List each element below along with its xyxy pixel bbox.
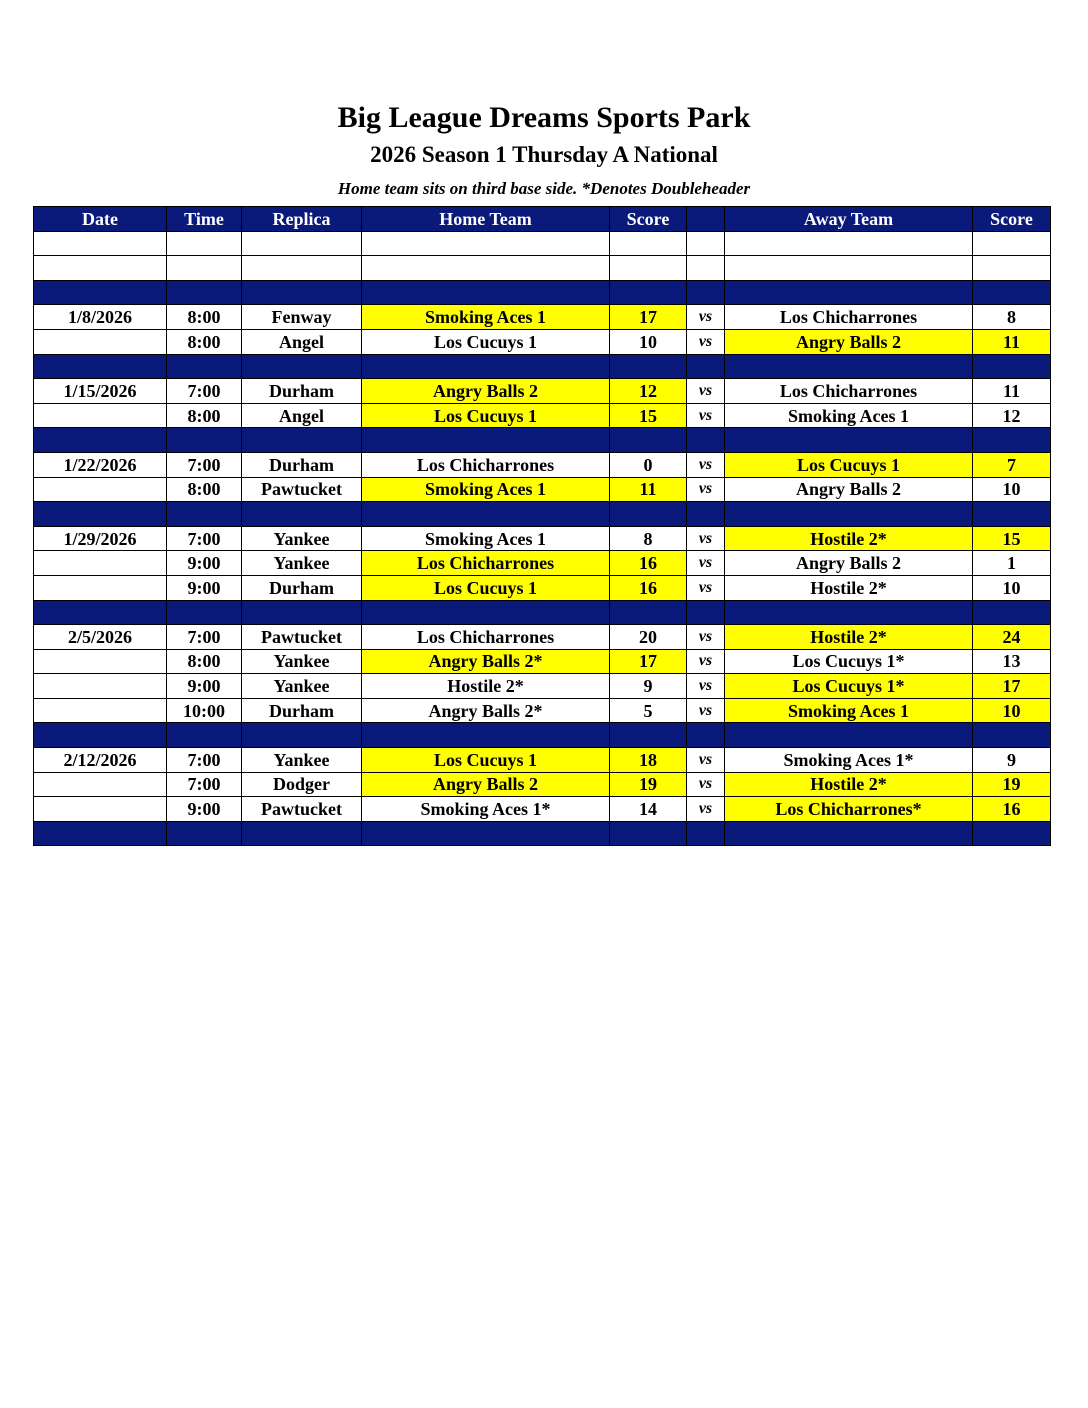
empty-cell bbox=[610, 280, 687, 305]
table-row bbox=[34, 403, 1051, 428]
table-row bbox=[34, 477, 1051, 502]
empty-cell bbox=[725, 600, 973, 625]
empty-cell bbox=[687, 600, 725, 625]
table-row bbox=[34, 379, 1051, 404]
col-vs-header bbox=[687, 207, 725, 232]
empty-cell bbox=[167, 354, 242, 379]
away-score-cell: 15 bbox=[973, 526, 1051, 551]
away-score-cell: 10 bbox=[973, 575, 1051, 600]
away-score-cell: 17 bbox=[973, 674, 1051, 699]
game-time-cell: 10:00 bbox=[167, 698, 242, 723]
game-time-cell: 8:00 bbox=[167, 305, 242, 330]
away-team-cell: Los Chicharrones* bbox=[725, 797, 973, 822]
empty-cell bbox=[34, 723, 167, 748]
empty-cell bbox=[973, 428, 1051, 453]
home-score-cell: 14 bbox=[610, 797, 687, 822]
game-date-cell bbox=[34, 772, 167, 797]
empty-cell bbox=[34, 280, 167, 305]
game-date-cell bbox=[34, 329, 167, 354]
vs-label-cell: vs bbox=[687, 305, 725, 330]
empty-cell bbox=[973, 502, 1051, 527]
table-row bbox=[34, 797, 1051, 822]
empty-cell bbox=[34, 502, 167, 527]
home-team-cell: Smoking Aces 1 bbox=[362, 305, 610, 330]
empty-cell bbox=[725, 428, 973, 453]
empty-cell bbox=[973, 354, 1051, 379]
empty-cell bbox=[725, 354, 973, 379]
schedule-body bbox=[34, 231, 1051, 846]
away-score-cell: 19 bbox=[973, 772, 1051, 797]
game-time-cell: 7:00 bbox=[167, 625, 242, 650]
empty-cell bbox=[242, 256, 362, 281]
separator-row bbox=[34, 821, 1051, 846]
vs-label-cell: vs bbox=[687, 797, 725, 822]
replica-field-cell: Dodger bbox=[242, 772, 362, 797]
col-time-header: Time bbox=[167, 207, 242, 232]
schedule-note: Home team sits on third base side. *Denotes Doubleheader bbox=[337, 179, 751, 198]
empty-cell bbox=[362, 428, 610, 453]
vs-label-cell: vs bbox=[687, 452, 725, 477]
vs-label-cell: vs bbox=[687, 698, 725, 723]
table-row bbox=[34, 452, 1051, 477]
replica-field-cell: Yankee bbox=[242, 649, 362, 674]
game-time-cell: 8:00 bbox=[167, 477, 242, 502]
separator-row bbox=[34, 600, 1051, 625]
away-team-cell: Hostile 2* bbox=[725, 526, 973, 551]
vs-label-cell: vs bbox=[687, 674, 725, 699]
empty-cell bbox=[242, 231, 362, 256]
empty-cell bbox=[687, 723, 725, 748]
home-score-cell: 18 bbox=[610, 748, 687, 773]
vs-label-cell: vs bbox=[687, 526, 725, 551]
empty-cell bbox=[610, 256, 687, 281]
away-team-cell: Hostile 2* bbox=[725, 772, 973, 797]
page-title: Big League Dreams Sports Park bbox=[337, 101, 751, 134]
empty-cell bbox=[610, 428, 687, 453]
home-score-cell: 8 bbox=[610, 526, 687, 551]
empty-cell bbox=[167, 256, 242, 281]
game-date-cell bbox=[34, 649, 167, 674]
home-team-cell: Los Cucuys 1 bbox=[362, 575, 610, 600]
away-score-cell: 8 bbox=[973, 305, 1051, 330]
away-score-cell: 13 bbox=[973, 649, 1051, 674]
game-date-cell: 1/8/2026 bbox=[34, 305, 167, 330]
table-row bbox=[34, 305, 1051, 330]
empty-cell bbox=[725, 231, 973, 256]
empty-cell bbox=[242, 502, 362, 527]
game-time-cell: 9:00 bbox=[167, 551, 242, 576]
vs-label-cell: vs bbox=[687, 379, 725, 404]
home-score-cell: 17 bbox=[610, 305, 687, 330]
empty-cell bbox=[687, 502, 725, 527]
vs-label-cell: vs bbox=[687, 575, 725, 600]
home-score-cell: 16 bbox=[610, 575, 687, 600]
away-score-cell: 10 bbox=[973, 477, 1051, 502]
replica-field-cell: Pawtucket bbox=[242, 797, 362, 822]
table-row bbox=[34, 625, 1051, 650]
empty-cell bbox=[34, 821, 167, 846]
replica-field-cell: Yankee bbox=[242, 748, 362, 773]
empty-cell bbox=[973, 600, 1051, 625]
home-score-cell: 9 bbox=[610, 674, 687, 699]
away-team-cell: Los Cucuys 1* bbox=[725, 674, 973, 699]
replica-field-cell: Durham bbox=[242, 698, 362, 723]
away-score-cell: 10 bbox=[973, 698, 1051, 723]
page-subtitle: 2026 Season 1 Thursday A National bbox=[370, 142, 718, 167]
vs-label-cell: vs bbox=[687, 772, 725, 797]
home-team-cell: Los Cucuys 1 bbox=[362, 403, 610, 428]
table-row bbox=[34, 526, 1051, 551]
away-team-cell: Los Cucuys 1 bbox=[725, 452, 973, 477]
game-date-cell bbox=[34, 477, 167, 502]
home-team-cell: Angry Balls 2* bbox=[362, 698, 610, 723]
game-date-cell bbox=[34, 403, 167, 428]
vs-label-cell: vs bbox=[687, 625, 725, 650]
away-score-cell: 11 bbox=[973, 329, 1051, 354]
empty-cell bbox=[610, 231, 687, 256]
away-score-cell: 12 bbox=[973, 403, 1051, 428]
replica-field-cell: Pawtucket bbox=[242, 477, 362, 502]
away-score-cell: 7 bbox=[973, 452, 1051, 477]
vs-label-cell: vs bbox=[687, 403, 725, 428]
empty-cell bbox=[362, 354, 610, 379]
game-date-cell bbox=[34, 575, 167, 600]
game-date-cell bbox=[34, 797, 167, 822]
empty-cell bbox=[687, 256, 725, 281]
empty-cell bbox=[34, 231, 167, 256]
home-score-cell: 15 bbox=[610, 403, 687, 428]
empty-cell bbox=[687, 280, 725, 305]
empty-cell bbox=[167, 280, 242, 305]
empty-cell bbox=[362, 502, 610, 527]
empty-cell bbox=[167, 502, 242, 527]
away-team-cell: Smoking Aces 1 bbox=[725, 403, 973, 428]
empty-cell bbox=[973, 821, 1051, 846]
away-score-cell: 9 bbox=[973, 748, 1051, 773]
empty-cell bbox=[725, 280, 973, 305]
away-score-cell: 1 bbox=[973, 551, 1051, 576]
home-team-cell: Los Chicharrones bbox=[362, 551, 610, 576]
home-team-cell: Angry Balls 2* bbox=[362, 649, 610, 674]
empty-cell bbox=[610, 502, 687, 527]
home-score-cell: 5 bbox=[610, 698, 687, 723]
schedule-table bbox=[33, 206, 1051, 846]
game-time-cell: 7:00 bbox=[167, 772, 242, 797]
home-team-cell: Smoking Aces 1 bbox=[362, 526, 610, 551]
empty-cell bbox=[725, 256, 973, 281]
empty-cell bbox=[973, 280, 1051, 305]
empty-cell bbox=[725, 821, 973, 846]
away-team-cell: Angry Balls 2 bbox=[725, 329, 973, 354]
empty-cell bbox=[973, 256, 1051, 281]
away-score-cell: 24 bbox=[973, 625, 1051, 650]
table-row bbox=[34, 329, 1051, 354]
empty-cell bbox=[610, 821, 687, 846]
empty-cell bbox=[362, 723, 610, 748]
table-row bbox=[34, 748, 1051, 773]
empty-cell bbox=[725, 723, 973, 748]
game-time-cell: 8:00 bbox=[167, 403, 242, 428]
empty-cell bbox=[610, 600, 687, 625]
game-date-cell: 1/15/2026 bbox=[34, 379, 167, 404]
empty-cell bbox=[362, 600, 610, 625]
vs-label-cell: vs bbox=[687, 649, 725, 674]
game-date-cell bbox=[34, 551, 167, 576]
empty-cell bbox=[242, 723, 362, 748]
replica-field-cell: Pawtucket bbox=[242, 625, 362, 650]
home-team-cell: Smoking Aces 1 bbox=[362, 477, 610, 502]
empty-cell bbox=[167, 821, 242, 846]
table-row bbox=[34, 698, 1051, 723]
empty-cell bbox=[973, 723, 1051, 748]
empty-cell bbox=[34, 354, 167, 379]
empty-cell bbox=[242, 354, 362, 379]
home-score-cell: 20 bbox=[610, 625, 687, 650]
blank-row bbox=[34, 231, 1051, 256]
home-score-cell: 11 bbox=[610, 477, 687, 502]
empty-cell bbox=[362, 231, 610, 256]
blank-row bbox=[34, 256, 1051, 281]
game-date-cell bbox=[34, 674, 167, 699]
away-team-cell: Angry Balls 2 bbox=[725, 477, 973, 502]
home-score-cell: 12 bbox=[610, 379, 687, 404]
empty-cell bbox=[362, 821, 610, 846]
game-time-cell: 9:00 bbox=[167, 797, 242, 822]
home-team-cell: Hostile 2* bbox=[362, 674, 610, 699]
col-home-team-header: Home Team bbox=[362, 207, 610, 232]
vs-label-cell: vs bbox=[687, 748, 725, 773]
table-row bbox=[34, 575, 1051, 600]
empty-cell bbox=[362, 280, 610, 305]
home-score-cell: 0 bbox=[610, 452, 687, 477]
game-time-cell: 7:00 bbox=[167, 526, 242, 551]
col-away-score-header: Score bbox=[973, 207, 1051, 232]
col-away-team-header: Away Team bbox=[725, 207, 973, 232]
empty-cell bbox=[610, 354, 687, 379]
away-score-cell: 11 bbox=[973, 379, 1051, 404]
home-score-cell: 17 bbox=[610, 649, 687, 674]
separator-row bbox=[34, 723, 1051, 748]
empty-cell bbox=[242, 600, 362, 625]
game-time-cell: 9:00 bbox=[167, 575, 242, 600]
game-time-cell: 7:00 bbox=[167, 452, 242, 477]
empty-cell bbox=[362, 256, 610, 281]
vs-label-cell: vs bbox=[687, 477, 725, 502]
empty-cell bbox=[167, 428, 242, 453]
game-time-cell: 8:00 bbox=[167, 329, 242, 354]
empty-cell bbox=[34, 600, 167, 625]
replica-field-cell: Durham bbox=[242, 575, 362, 600]
game-date-cell bbox=[34, 698, 167, 723]
table-row bbox=[34, 674, 1051, 699]
empty-cell bbox=[242, 821, 362, 846]
empty-cell bbox=[973, 231, 1051, 256]
away-team-cell: Los Chicharrones bbox=[725, 379, 973, 404]
separator-row bbox=[34, 354, 1051, 379]
empty-cell bbox=[610, 723, 687, 748]
home-score-cell: 19 bbox=[610, 772, 687, 797]
game-date-cell: 1/22/2026 bbox=[34, 452, 167, 477]
empty-cell bbox=[242, 280, 362, 305]
table-row bbox=[34, 551, 1051, 576]
separator-row bbox=[34, 280, 1051, 305]
away-team-cell: Angry Balls 2 bbox=[725, 551, 973, 576]
away-team-cell: Los Cucuys 1* bbox=[725, 649, 973, 674]
separator-row bbox=[34, 428, 1051, 453]
empty-cell bbox=[687, 821, 725, 846]
separator-row bbox=[34, 502, 1051, 527]
game-date-cell: 2/5/2026 bbox=[34, 625, 167, 650]
empty-cell bbox=[167, 231, 242, 256]
game-date-cell: 1/29/2026 bbox=[34, 526, 167, 551]
game-time-cell: 7:00 bbox=[167, 379, 242, 404]
replica-field-cell: Fenway bbox=[242, 305, 362, 330]
home-score-cell: 10 bbox=[610, 329, 687, 354]
home-team-cell: Los Chicharrones bbox=[362, 452, 610, 477]
home-team-cell: Los Cucuys 1 bbox=[362, 329, 610, 354]
empty-cell bbox=[687, 354, 725, 379]
home-team-cell: Angry Balls 2 bbox=[362, 772, 610, 797]
game-time-cell: 7:00 bbox=[167, 748, 242, 773]
vs-label-cell: vs bbox=[687, 551, 725, 576]
home-team-cell: Los Cucuys 1 bbox=[362, 748, 610, 773]
away-team-cell: Hostile 2* bbox=[725, 625, 973, 650]
table-row bbox=[34, 649, 1051, 674]
away-score-cell: 16 bbox=[973, 797, 1051, 822]
home-team-cell: Angry Balls 2 bbox=[362, 379, 610, 404]
empty-cell bbox=[687, 231, 725, 256]
away-team-cell: Hostile 2* bbox=[725, 575, 973, 600]
replica-field-cell: Durham bbox=[242, 452, 362, 477]
away-team-cell: Los Chicharrones bbox=[725, 305, 973, 330]
empty-cell bbox=[242, 428, 362, 453]
home-team-cell: Los Chicharrones bbox=[362, 625, 610, 650]
empty-cell bbox=[34, 428, 167, 453]
empty-cell bbox=[687, 428, 725, 453]
replica-field-cell: Yankee bbox=[242, 551, 362, 576]
game-time-cell: 8:00 bbox=[167, 649, 242, 674]
col-home-score-header: Score bbox=[610, 207, 687, 232]
empty-cell bbox=[167, 600, 242, 625]
empty-cell bbox=[34, 256, 167, 281]
table-header-row bbox=[34, 207, 1051, 232]
replica-field-cell: Angel bbox=[242, 329, 362, 354]
replica-field-cell: Yankee bbox=[242, 674, 362, 699]
col-date-header: Date bbox=[34, 207, 167, 232]
empty-cell bbox=[167, 723, 242, 748]
game-time-cell: 9:00 bbox=[167, 674, 242, 699]
game-date-cell: 2/12/2026 bbox=[34, 748, 167, 773]
replica-field-cell: Durham bbox=[242, 379, 362, 404]
away-team-cell: Smoking Aces 1* bbox=[725, 748, 973, 773]
table-row bbox=[34, 772, 1051, 797]
away-team-cell: Smoking Aces 1 bbox=[725, 698, 973, 723]
home-team-cell: Smoking Aces 1* bbox=[362, 797, 610, 822]
replica-field-cell: Yankee bbox=[242, 526, 362, 551]
vs-label-cell: vs bbox=[687, 329, 725, 354]
empty-cell bbox=[725, 502, 973, 527]
col-replica-header: Replica bbox=[242, 207, 362, 232]
replica-field-cell: Angel bbox=[242, 403, 362, 428]
home-score-cell: 16 bbox=[610, 551, 687, 576]
